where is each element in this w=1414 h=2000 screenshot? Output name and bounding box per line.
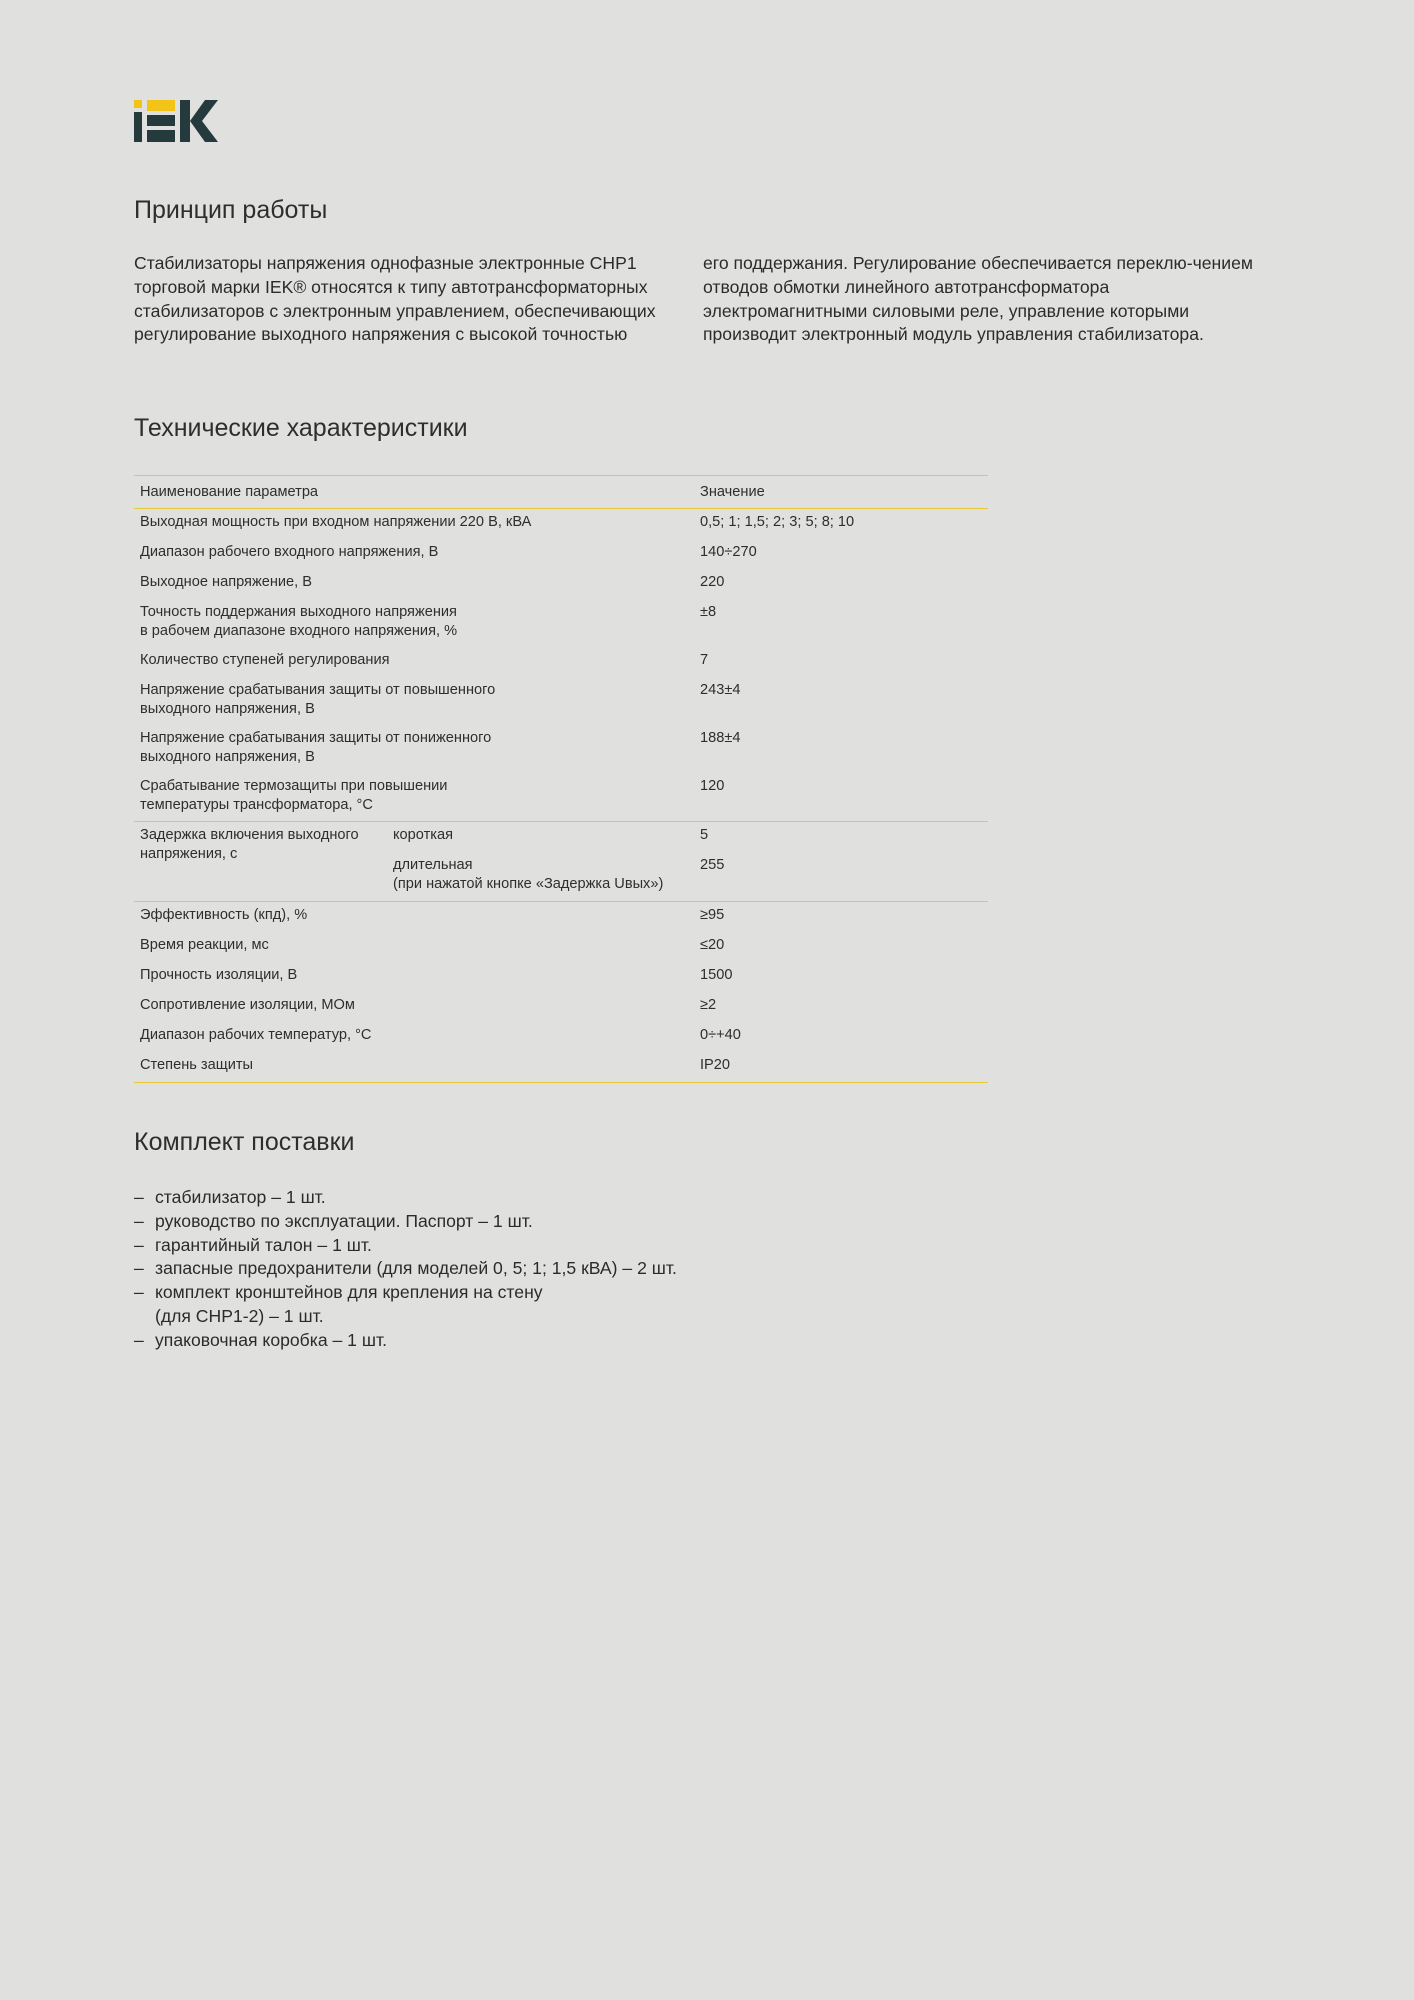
kit-item-text: гарантийный талон – 1 шт. bbox=[155, 1234, 372, 1255]
delay-long-row bbox=[393, 856, 988, 894]
spec-param-name: Степень защиты bbox=[140, 1057, 254, 1073]
spec-row bbox=[134, 992, 988, 1022]
kit-item-dash: – bbox=[134, 1187, 144, 1207]
kit-item bbox=[134, 1234, 677, 1258]
kit-item-dash: – bbox=[134, 1329, 144, 1350]
iek-logo bbox=[134, 100, 218, 142]
kit-item-text: запасные предохранители (для моделей 0, 5; 1; 1,5 кВА) – 2 шт. bbox=[155, 1258, 677, 1279]
kit-item-dash: – bbox=[134, 1258, 144, 1279]
spec-param-value: ≥95 bbox=[700, 907, 725, 923]
delay-short-value: 5 bbox=[700, 827, 709, 843]
spec-param-name: Диапазон рабочих температур, °С bbox=[140, 1027, 372, 1043]
spec-param-value: 188±4 bbox=[700, 730, 741, 746]
spec-param-value: 0÷+40 bbox=[700, 1027, 741, 1043]
kit-item-dash: – bbox=[134, 1210, 144, 1231]
spec-param-name: Напряжение срабатывания защиты от повышенного выходного напряжения, В bbox=[140, 682, 496, 717]
kit-item-text: упаковочная коробка – 1 шт. bbox=[155, 1329, 387, 1350]
spec-row bbox=[134, 725, 988, 773]
header-value: Значение bbox=[700, 483, 765, 500]
spec-param-value: 140÷270 bbox=[700, 544, 757, 560]
spec-row bbox=[134, 677, 988, 725]
spec-param-name: Срабатывание термозащиты при повышении температуры трансформатора, °С bbox=[140, 778, 448, 813]
spec-row bbox=[134, 1052, 988, 1082]
spec-param-name: Диапазон рабочего входного напряжения, В bbox=[140, 544, 439, 560]
spec-row bbox=[134, 539, 988, 569]
spec-row bbox=[134, 599, 988, 647]
delay-name: Задержка включения выходного напряжения, с bbox=[140, 827, 359, 862]
kit-item bbox=[134, 1281, 677, 1329]
kit-item-dash: – bbox=[134, 1282, 144, 1303]
spec-param-name: Время реакции, мс bbox=[140, 937, 269, 953]
principle-title: Принцип работы bbox=[134, 196, 328, 224]
spec-param-value: 7 bbox=[700, 652, 709, 668]
specs-title: Технические характеристики bbox=[134, 414, 468, 442]
kit-item-text: стабилизатор – 1 шт. bbox=[155, 1187, 326, 1207]
spec-param-name: Выходная мощность при входном напряжении 220 В, кВА bbox=[140, 514, 532, 530]
spec-row bbox=[134, 509, 988, 539]
principle-text-col2: его поддержания. Регулирование обеспечивается переклю-чением отводов обмотки линейного автотрансформатора электромагнитными силовыми реле, управление которыми производит электронный модуль управления стабилизатора. bbox=[703, 253, 1253, 345]
kit-item bbox=[134, 1257, 677, 1281]
spec-row bbox=[134, 773, 988, 821]
spec-param-name: Прочность изоляции, В bbox=[140, 967, 298, 983]
spec-param-value: ±8 bbox=[700, 604, 717, 620]
spec-row bbox=[134, 962, 988, 992]
spec-param-value: 120 bbox=[700, 778, 725, 794]
spec-param-name: Эффективность (кпд), % bbox=[140, 907, 308, 923]
spec-param-value: 1500 bbox=[700, 967, 733, 983]
kit-title: Комплект поставки bbox=[134, 1128, 355, 1156]
principle-text-col1: Стабилизаторы напряжения однофазные электронные СНР1 торговой марки IEK® относятся к типу автотрансформаторных стабилизаторов с электронным управлением, обеспечивающих регулирование выходного напряжения с высокой точностью bbox=[134, 253, 656, 345]
spec-param-value: ≥2 bbox=[700, 997, 717, 1013]
spec-row bbox=[134, 569, 988, 599]
spec-row bbox=[134, 647, 988, 677]
specs-rows-main bbox=[134, 509, 988, 821]
spec-row bbox=[134, 932, 988, 962]
delay-short-row bbox=[393, 826, 988, 856]
kit-item-text: комплект кронштейнов для крепления на стену (для СНР1-2) – 1 шт. bbox=[155, 1282, 543, 1326]
delay-long-label: длительная (при нажатой кнопке «Задержка Uвых») bbox=[393, 857, 664, 892]
spec-param-value: 220 bbox=[700, 574, 725, 590]
spec-param-name: Напряжение срабатывания защиты от пониженного выходного напряжения, В bbox=[140, 730, 492, 765]
kit-item-dash: – bbox=[134, 1234, 144, 1255]
spec-param-name: Количество ступеней регулирования bbox=[140, 652, 390, 668]
kit-item-text: руководство по эксплуатации. Паспорт – 1 шт. bbox=[155, 1210, 533, 1231]
kit-list bbox=[134, 1186, 677, 1353]
delay-short-label: короткая bbox=[393, 827, 453, 843]
spec-row bbox=[134, 1022, 988, 1052]
spec-param-name: Точность поддержания выходного напряжения в рабочем диапазоне входного напряжения, % bbox=[140, 604, 458, 639]
specs-table bbox=[134, 475, 988, 1083]
delay-long-value: 255 bbox=[700, 857, 725, 873]
spec-param-value: 243±4 bbox=[700, 682, 741, 698]
spec-param-name: Сопротивление изоляции, МОм bbox=[140, 997, 355, 1013]
spec-param-name: Выходное напряжение, В bbox=[140, 574, 312, 590]
spec-row bbox=[134, 902, 988, 932]
spec-param-value: IP20 bbox=[700, 1057, 731, 1073]
specs-rows-extra bbox=[134, 902, 988, 1083]
spec-param-value: 0,5; 1; 1,5; 2; 3; 5; 8; 10 bbox=[700, 514, 855, 530]
specs-header-row bbox=[134, 475, 988, 509]
spec-param-value: ≤20 bbox=[700, 937, 725, 953]
kit-item bbox=[134, 1210, 677, 1234]
delay-row bbox=[134, 821, 988, 902]
kit-item bbox=[134, 1329, 677, 1353]
header-param-name: Наименование параметра bbox=[140, 483, 319, 500]
kit-item bbox=[134, 1186, 677, 1210]
